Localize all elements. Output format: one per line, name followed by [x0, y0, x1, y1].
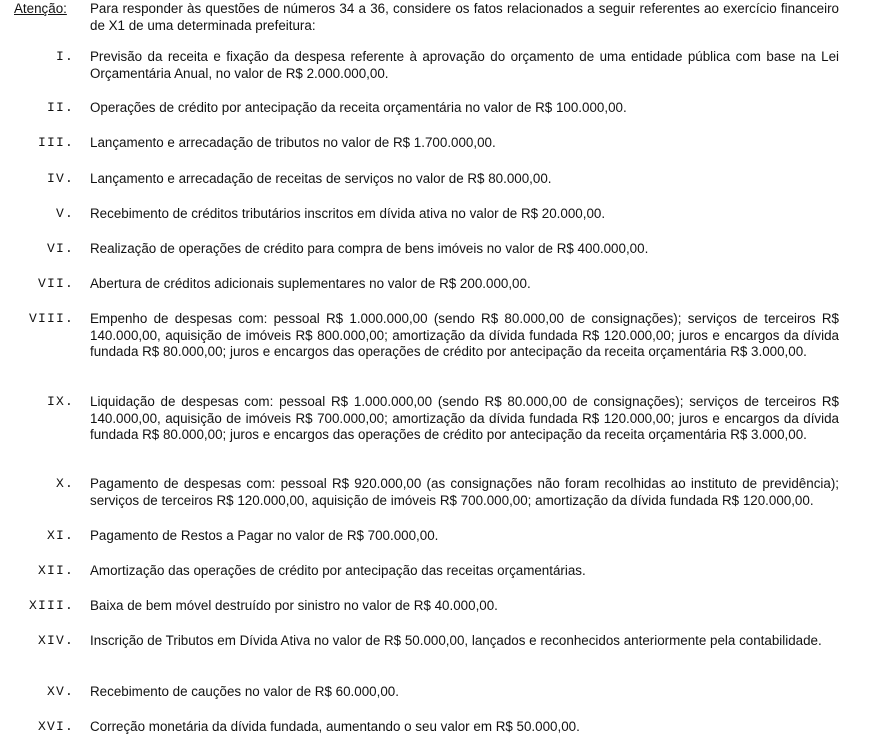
item-numeral: III.	[37, 135, 74, 150]
attention-text: Para responder às questões de números 34 a 36, considere os fatos relacionados a seguir referentes ao exercício financeiro de X1 de uma determinada prefeitura:	[90, 1, 839, 33]
item-numeral: XV.	[46, 684, 74, 699]
item-numeral: XVI.	[37, 719, 74, 734]
item-text: Amortização das operações de crédito por antecipação das receitas orçamentárias.	[90, 563, 586, 578]
item-text: Previsão da receita e fixação da despesa referente à aprovação do orçamento de uma entidade pública com base na Lei Orçamentária Anual, no valor de R$ 2.000.000,00.	[90, 49, 839, 81]
item-numeral: XIV.	[37, 633, 74, 648]
item-text: Recebimento de créditos tributários inscritos em dívida ativa no valor de R$ 20.000,00.	[90, 206, 606, 221]
item-text: Empenho de despesas com: pessoal R$ 1.000.000,00 (sendo R$ 80.000,00 de consignações); serviços de terceiros R$ 140.000,00, aquisição de imóveis R$ 800.000,00; amortização da dívida fundada R$ 120.000,00; juros e encargos da dívida fundada R$ 80.000,00; juros e encargos das operações de crédito por antecipação da receita orçamentária R$ 3.000,00.	[90, 311, 839, 359]
item-numeral: VIII.	[28, 311, 74, 326]
item-numeral: VI.	[46, 241, 74, 256]
item-numeral: XI.	[46, 528, 74, 543]
item-text: Realização de operações de crédito para compra de bens imóveis no valor de R$ 400.000,00.	[90, 241, 649, 256]
item-text: Lançamento e arrecadação de tributos no valor de R$ 1.700.000,00.	[90, 135, 496, 150]
item-numeral: II.	[46, 100, 74, 115]
item-text: Liquidação de despesas com: pessoal R$ 1.000.000,00 (sendo R$ 80.000,00 de consignações); serviços de terceiros R$ 140.000,00, aquisição de imóveis R$ 700.000,00; amortização da dívida fundada R$ 120.000,00; juros e encargos da dívida fundada R$ 80.000,00; juros e encargos das operações de crédito por antecipação da receita orçamentária R$ 3.000,00.	[90, 394, 839, 442]
item-numeral: IX.	[46, 394, 74, 409]
item-numeral: VII.	[37, 276, 74, 291]
item-text: Correção monetária da dívida fundada, aumentando o seu valor em R$ 50.000,00.	[90, 719, 580, 734]
item-text: Operações de crédito por antecipação da receita orçamentária no valor de R$ 100.000,00.	[90, 100, 627, 115]
item-text: Inscrição de Tributos em Dívida Ativa no valor de R$ 50.000,00, lançados e reconhecidos anteriormente pela contabilidade.	[90, 633, 822, 648]
item-numeral: XII.	[37, 563, 74, 578]
item-numeral: X.	[55, 476, 74, 491]
item-numeral: IV.	[46, 171, 74, 186]
item-text: Lançamento e arrecadação de receitas de serviços no valor de R$ 80.000,00.	[90, 171, 552, 186]
attention-label: Atenção:	[14, 1, 67, 16]
item-text: Abertura de créditos adicionais suplementares no valor de R$ 200.000,00.	[90, 276, 531, 291]
item-text: Pagamento de despesas com: pessoal R$ 920.000,00 (as consignações não foram recolhidas ao instituto de previdência); serviços de terceiros R$ 120.000,00, aquisição de imóveis R$ 700.000,00; amortização da dívida fundada R$ 120.000,00.	[90, 476, 839, 508]
item-text: Pagamento de Restos a Pagar no valor de R$ 700.000,00.	[90, 528, 439, 543]
item-text: Baixa de bem móvel destruído por sinistro no valor de R$ 40.000,00.	[90, 598, 498, 613]
item-text: Recebimento de cauções no valor de R$ 60.000,00.	[90, 684, 399, 699]
item-numeral: V.	[55, 206, 74, 221]
item-numeral: I.	[55, 49, 74, 64]
item-numeral: XIII.	[28, 598, 74, 613]
